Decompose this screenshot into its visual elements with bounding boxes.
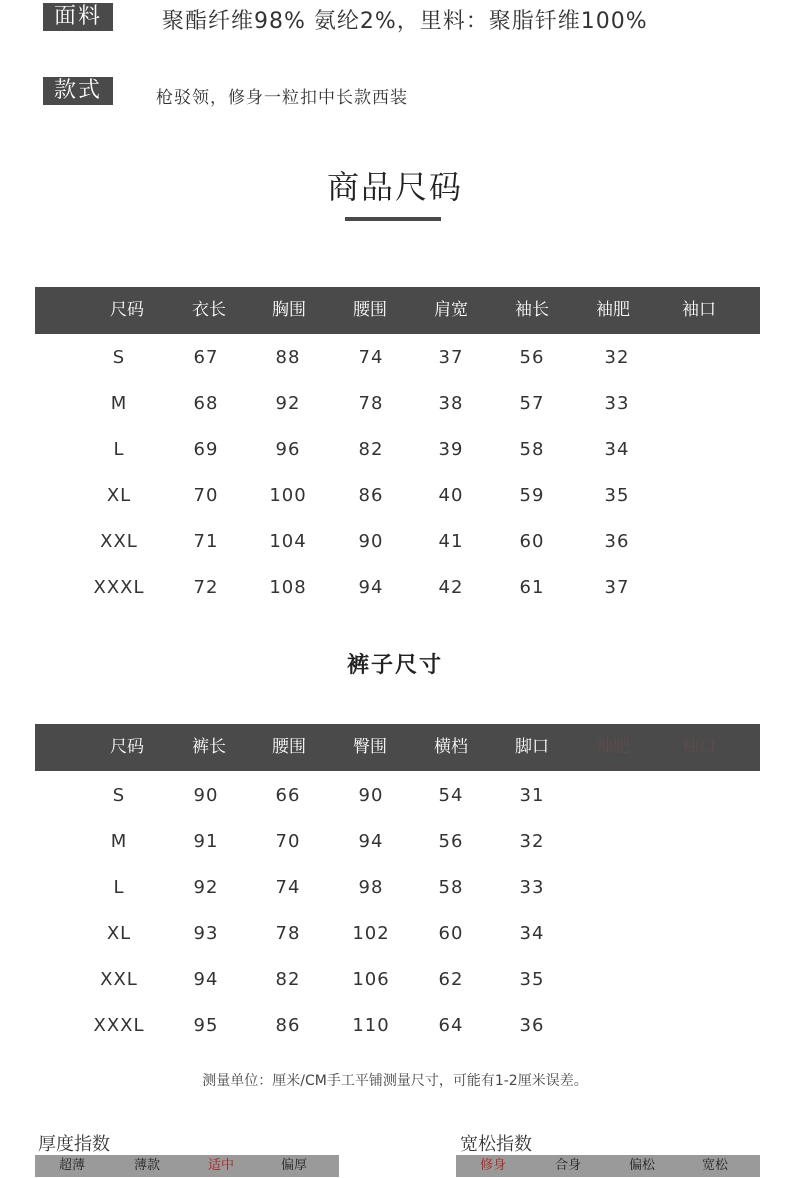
table-cell: XL — [106, 923, 132, 944]
table-cell: 104 — [269, 531, 307, 552]
table-cell: 74 — [275, 877, 301, 898]
header-cell: 尺码 — [110, 737, 144, 757]
fit-scale — [456, 1155, 760, 1177]
header-cell: 袖肥 — [596, 737, 630, 757]
table-cell: 91 — [193, 831, 219, 852]
table-cell: 90 — [193, 785, 219, 806]
table-cell: 78 — [358, 393, 384, 414]
header-cell: 衣长 — [192, 300, 226, 320]
jacket-table-header — [35, 287, 760, 334]
table-cell: XXXL — [93, 577, 145, 598]
table-cell: XXL — [100, 531, 138, 552]
header-cell: 横档 — [434, 737, 468, 757]
table-cell: 34 — [604, 439, 630, 460]
table-cell: 110 — [352, 1015, 390, 1036]
header-cell: 袖长 — [515, 300, 549, 320]
header-cell: 尺码 — [110, 300, 144, 320]
table-cell: 94 — [193, 969, 219, 990]
scale-option: 适中 — [207, 1158, 234, 1173]
table-cell: 35 — [519, 969, 545, 990]
scale-option: 合身 — [554, 1158, 581, 1173]
table-cell: 54 — [438, 785, 464, 806]
table-cell: 58 — [519, 439, 545, 460]
table-cell: 33 — [519, 877, 545, 898]
title-underline — [345, 217, 441, 221]
header-cell: 臀围 — [353, 737, 387, 757]
pants-size-title: 裤子尺寸 — [346, 653, 443, 678]
table-cell: 37 — [604, 577, 630, 598]
table-cell: 67 — [193, 347, 219, 368]
jacket-size-title: 商品尺码 — [326, 168, 463, 206]
table-cell: 86 — [275, 1015, 301, 1036]
header-cell: 腰围 — [272, 737, 306, 757]
table-cell: XL — [106, 485, 132, 506]
scale-option: 超薄 — [58, 1158, 85, 1173]
table-cell: 59 — [519, 485, 545, 506]
table-cell: 35 — [604, 485, 630, 506]
table-cell: S — [112, 347, 126, 368]
table-cell: 34 — [519, 923, 545, 944]
table-cell: 70 — [193, 485, 219, 506]
table-cell: 38 — [438, 393, 464, 414]
fit-label: 宽松指数 — [460, 1134, 532, 1155]
table-cell: S — [112, 785, 126, 806]
table-cell: 95 — [193, 1015, 219, 1036]
scale-option: 偏厚 — [280, 1158, 307, 1173]
table-cell: 39 — [438, 439, 464, 460]
header-cell: 腰围 — [353, 300, 387, 320]
table-cell: 37 — [438, 347, 464, 368]
table-cell: 108 — [269, 577, 307, 598]
table-cell: 40 — [438, 485, 464, 506]
header-cell: 裤长 — [192, 737, 226, 757]
table-cell: 56 — [519, 347, 545, 368]
table-cell: 82 — [358, 439, 384, 460]
table-cell: 57 — [519, 393, 545, 414]
table-cell: 31 — [519, 785, 545, 806]
header-cell: 脚口 — [515, 737, 549, 757]
table-cell: 93 — [193, 923, 219, 944]
measurement-note: 测量单位：厘米/CM手工平铺测量尺寸，可能有1-2厘米误差。 — [202, 1073, 588, 1089]
table-cell: M — [110, 831, 128, 852]
table-cell: 36 — [604, 531, 630, 552]
table-cell: 61 — [519, 577, 545, 598]
table-cell: 58 — [438, 877, 464, 898]
scale-option: 偏松 — [628, 1158, 655, 1173]
table-cell: 56 — [438, 831, 464, 852]
table-cell: 86 — [358, 485, 384, 506]
table-cell: 68 — [193, 393, 219, 414]
table-cell: 41 — [438, 531, 464, 552]
table-cell: 33 — [604, 393, 630, 414]
header-cell: 袖口 — [682, 737, 716, 757]
table-cell: 96 — [275, 439, 301, 460]
thickness-scale — [35, 1155, 339, 1177]
table-cell: 78 — [275, 923, 301, 944]
table-cell: 92 — [193, 877, 219, 898]
table-cell: 42 — [438, 577, 464, 598]
table-cell: 92 — [275, 393, 301, 414]
table-cell: XXL — [100, 969, 138, 990]
table-cell: 70 — [275, 831, 301, 852]
table-cell: 98 — [358, 877, 384, 898]
table-cell: 72 — [193, 577, 219, 598]
scale-option: 宽松 — [701, 1158, 728, 1173]
table-cell: 64 — [438, 1015, 464, 1036]
table-cell: 36 — [519, 1015, 545, 1036]
fabric-value: 聚酯纤维98% 氨纶2%，里料：聚脂钎维100% — [162, 9, 648, 34]
table-cell: 60 — [519, 531, 545, 552]
table-cell: 90 — [358, 785, 384, 806]
table-cell: 32 — [604, 347, 630, 368]
table-cell: 88 — [275, 347, 301, 368]
table-cell: XXXL — [93, 1015, 145, 1036]
pants-table-header — [35, 724, 760, 771]
table-cell: 69 — [193, 439, 219, 460]
table-cell: 66 — [275, 785, 301, 806]
table-cell: 60 — [438, 923, 464, 944]
header-cell: 肩宽 — [434, 300, 468, 320]
scale-option: 薄款 — [133, 1158, 160, 1173]
table-cell: 71 — [193, 531, 219, 552]
header-cell: 胸围 — [272, 300, 306, 320]
style-tag: 款式 — [43, 77, 113, 105]
thickness-label: 厚度指数 — [38, 1134, 110, 1155]
style-value: 枪驳领，修身一粒扣中长款西装 — [156, 88, 408, 108]
table-cell: 106 — [352, 969, 390, 990]
table-cell: 82 — [275, 969, 301, 990]
table-cell: M — [110, 393, 128, 414]
header-cell: 袖口 — [682, 300, 716, 320]
fabric-tag: 面料 — [43, 3, 113, 31]
table-cell: 62 — [438, 969, 464, 990]
table-cell: 32 — [519, 831, 545, 852]
table-cell: 90 — [358, 531, 384, 552]
table-cell: L — [113, 877, 125, 898]
table-cell: 102 — [352, 923, 390, 944]
table-cell: 100 — [269, 485, 307, 506]
table-cell: L — [113, 439, 125, 460]
table-cell: 74 — [358, 347, 384, 368]
scale-option: 修身 — [479, 1158, 506, 1173]
table-cell: 94 — [358, 831, 384, 852]
header-cell: 袖肥 — [596, 300, 630, 320]
table-cell: 94 — [358, 577, 384, 598]
